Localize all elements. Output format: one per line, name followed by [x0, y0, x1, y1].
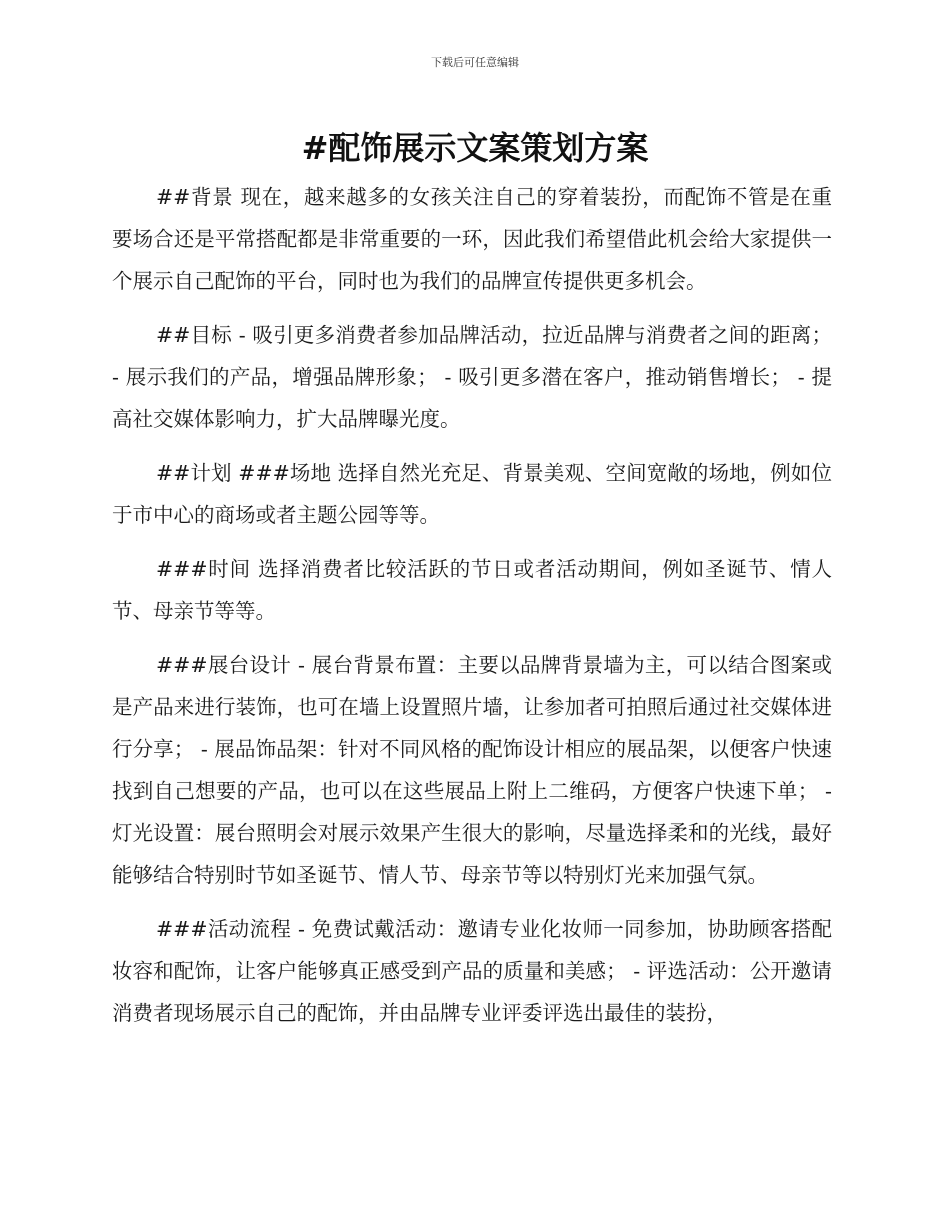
page-title: #配饰展示文案策划方案 [301, 129, 649, 167]
paragraph-background: ##背景 现在，越来越多的女孩关注自己的穿着装扮，而配饰不管是在重要场合还是平常搭配都是非常重要的一环，因此我们希望借此机会给大家提供一个展示自己配饰的平台，同时也为我们的品牌宣传提供更多机会。 [112, 185, 832, 293]
header-note: 下载后可任意编辑 [431, 56, 519, 69]
paragraph-booth-design: ###展台设计 - 展台背景布置：主要以品牌背景墙为主，可以结合图案或是产品来进行装饰，也可在墙上设置照片墙，让参加者可拍照后通过社交媒体进行分享； - 展品饰品架：针对不同风格的配饰设计相应的展品架，以便客户快速找到自己想要的产品，也可以在这些展品上附上二维码，方便客户快速下单； - 灯光设置：展台照明会对展示效果产生很大的影响，尽量选择柔和的光线，最好能够结合特别时节如圣诞节、情人节、母亲节等以特别灯光来加强气氛。 [112, 653, 832, 887]
paragraph-event-flow: ###活动流程 - 免费试戴活动：邀请专业化妆师一同参加，协助顾客搭配妆容和配饰，让客户能够真正感受到产品的质量和美感； - 评选活动：公开邀请消费者现场展示自己的配饰，并由品牌专业评委评选出最佳的装扮， [112, 917, 832, 1025]
paragraph-time: ###时间 选择消费者比较活跃的节日或者活动期间，例如圣诞节、情人节、母亲节等等。 [112, 557, 832, 623]
paragraph-plan-venue: ##计划 ###场地 选择自然光充足、背景美观、空间宽敞的场地，例如位于市中心的商场或者主题公园等等。 [112, 461, 832, 527]
document-body [112, 176, 832, 1046]
paragraph-goals: ##目标 - 吸引更多消费者参加品牌活动，拉近品牌与消费者之间的距离； - 展示我们的产品，增强品牌形象； - 吸引更多潜在客户，推动销售增长； - 提高社交媒体影响力，扩大品牌曝光度。 [112, 323, 832, 431]
